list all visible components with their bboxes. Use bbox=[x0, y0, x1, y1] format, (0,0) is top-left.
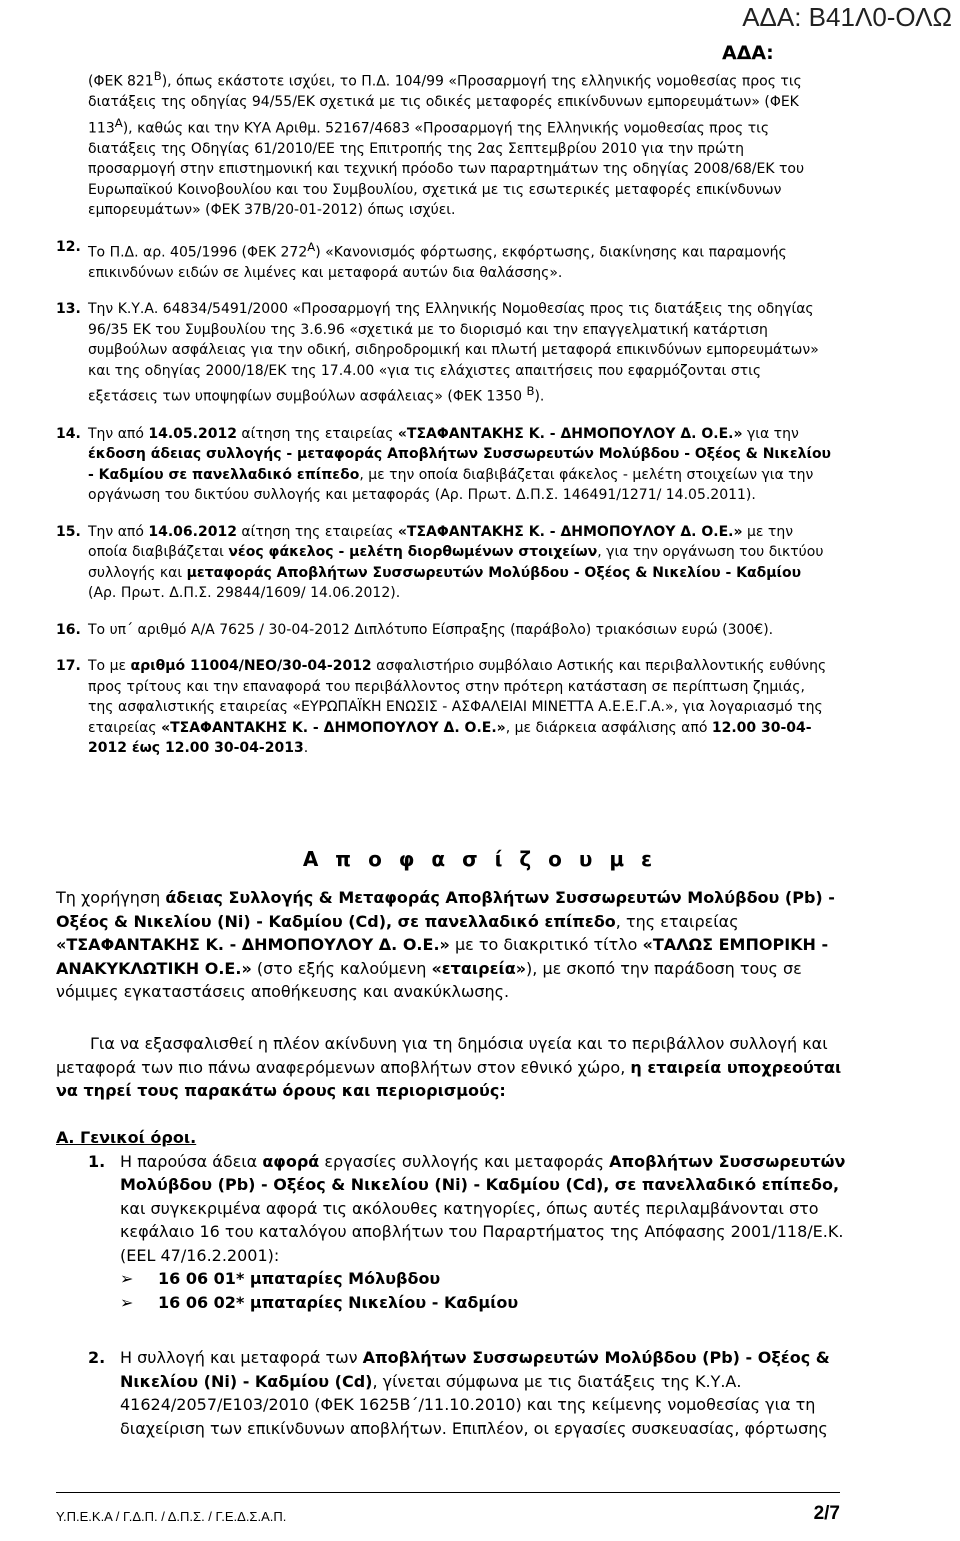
waste-code-item: 16 06 02* μπαταρίες Νικελίου - Καδμίου bbox=[158, 1292, 519, 1312]
decision-heading: Α π ο φ α σ ί ζ ο υ μ ε bbox=[302, 847, 658, 871]
item-number: 13. bbox=[56, 301, 81, 318]
company-name: «ΤΣΑΦΑΝΤΑΚΗΣ Κ. - ΔΗΜΟΠΟΥΛΟΥ Δ. Ο.Ε.» bbox=[161, 719, 506, 736]
item-15 bbox=[56, 522, 833, 604]
item-14 bbox=[56, 424, 833, 506]
item-sup: Β bbox=[526, 384, 535, 399]
intro-text-1: (ΦΕΚ 821 bbox=[88, 73, 154, 90]
decision-paragraph bbox=[56, 886, 846, 1004]
condition-text: , γίνεται σύμφωνα με τις διατάξεις της Κ.Υ.Α. 41624/2057/Ε103/2010 (ΦΕΚ 1625Β΄/11.10.2010) και της κείμενης νομοθεσίας για τη διαχείριση των επικίνδυνων αποβλήτων. Επιπλέον, οι εργασίες συσκευασίας, φόρτωσης bbox=[120, 1371, 828, 1438]
condition-text: Η συλλογή και μεταφορά των bbox=[120, 1348, 363, 1367]
company-name: «ΤΣΑΦΑΝΤΑΚΗΣ Κ. - ΔΗΜΟΠΟΥΛΟΥ Δ. Ο.Ε.» bbox=[397, 523, 743, 540]
item-text: ). bbox=[534, 389, 545, 406]
item-text: αίτηση της εταιρείας bbox=[236, 425, 398, 442]
item-text: ) «Κανονισμός φόρτωσης, εκφόρτωσης, διακίνησης και παραμονής επικινδύνων ειδών σε λιμένες και μεταφορά αυτών δια θαλάσσης». bbox=[88, 244, 787, 281]
intro-sup-1: Β bbox=[153, 69, 162, 83]
item-text: Το με bbox=[88, 658, 131, 675]
item-text: Την από bbox=[88, 523, 149, 540]
item-bold: αριθμό 11004/ΝΕΟ/30-04-2012 bbox=[130, 658, 372, 675]
condition-bold: αφορά bbox=[262, 1151, 320, 1171]
item-text: με την οποία διαβιβάζεται bbox=[88, 523, 794, 561]
item-16 bbox=[56, 620, 833, 641]
condition-text: Η παρούσα άδεια bbox=[120, 1151, 263, 1171]
safety-bold: η εταιρεία υποχρεούται να τηρεί τους παρακάτω όρους και περιορισμούς: bbox=[56, 1057, 842, 1100]
waste-code-bullet bbox=[56, 1291, 846, 1315]
condition-text: εργασίες συλλογής και μεταφοράς bbox=[319, 1151, 610, 1171]
item-number: 12. bbox=[56, 238, 81, 255]
item-text: , για την οργάνωση του δικτύου συλλογής και bbox=[88, 544, 824, 581]
item-number: 16. bbox=[56, 621, 81, 638]
item-text: Την Κ.Υ.Α. 64834/5491/2000 «Προσαρμογή της Ελληνικής Νομοθεσίας προς τις διατάξεις της οδηγίας 96/35 ΕΚ του Συμβουλίου της 3.6.96 «σχετικά με το διορισμό και την επαγγελματική κατάρτιση συμβούλων ασφάλειας για την οδική, σιδηροδρομική και πλωτή μεταφορά επικινδύνων εμπορευμάτων» και της οδηγίας 2000/18/ΕΚ της 17.4.00 «για τις ελάχιστες απαιτήσεις που εφαρμόζονται στις εξετάσεις των υποψηφίων συμβούλων ασφάλειας» (ΦΕΚ 1350 bbox=[88, 301, 819, 406]
intro-text-2: ), όπως εκάστοτε ισχύει, το Π.Δ. 104/99 «Προσαρμογή της ελληνικής νομοθεσίας προς τις διατάξεις της οδηγίας 94/55/ΕΚ σχετικά με τις οδικές μεταφορές επικίνδυνων εμπορευμάτων» (ΦΕΚ 113 bbox=[88, 73, 802, 137]
decision-text: με το διακριτικό τίτλο bbox=[449, 935, 643, 954]
section-a-title: Α. Γενικοί όροι. bbox=[56, 1128, 197, 1147]
item-text: , με την οποία διαβιβάζεται φάκελος - μελέτη στοιχείων για την οργάνωση του δικτύου συλλογής και μεταφοράς (Αρ. Πρωτ. Δ.Π.Σ. 146491/1271/ 14.05.2011). bbox=[88, 466, 814, 504]
item-text: αίτηση της εταιρείας bbox=[236, 523, 398, 540]
page-footer bbox=[56, 1492, 840, 1541]
item-13 bbox=[56, 299, 833, 407]
arrow-bullet-icon: ➢ bbox=[120, 1292, 134, 1312]
condition-number: 1. bbox=[88, 1151, 106, 1171]
ada-label: ΑΔΑ: bbox=[722, 42, 774, 64]
intro-text-3: ), καθώς και την ΚΥΑ Αριθμ. 52167/4683 «Προσαρμογή της Ελληνικής νομοθεσίας προς τις διατάξεις της Οδηγίας 61/2010/ΕΕ της Επιτροπής της 2ας Σεπτεμβρίου 2010 για την πρώτη προσαρμογή στην επιστημονική και τεχνική πρόοδο των παραρτημάτων της οδηγίας 2008/68/ΕΚ του Ευρωπαϊκού Κοινοβουλίου και του Συμβουλίου, σχετικά με τις εσωτερικές μεταφορές επικίνδυνων εμπορευμάτων» (ΦΕΚ 37Β/20-01-2012) όπως ισχύει. bbox=[88, 120, 805, 219]
item-text: . bbox=[303, 740, 309, 757]
intro-sup-2: Α bbox=[114, 115, 123, 130]
item-sup: Α bbox=[307, 239, 316, 254]
item-bold: έκδοση άδειας συλλογής - μεταφοράς Αποβλήτων Συσσωρευτών Μολύβδου - Οξέος & Νικελίου - Καδμίου σε πανελλαδικό επίπεδο bbox=[88, 446, 832, 483]
item-number: 14. bbox=[56, 425, 81, 442]
decision-text: ), με σκοπό την παράδοση τους σε νόμιμες εγκαταστάσεις αποθήκευσης και ανακύκλωσης. bbox=[56, 958, 802, 1001]
condition-text: και συγκεκριμένα αφορά τις ακόλουθες κατηγορίες, όπως αυτές περιλαμβάνονται στο κεφάλαιο 16 του καταλόγου αποβλήτων του Παραρτήματος της Απόφασης 2001/118/Ε.Κ. (ΕΕL 47/16.2.2001): bbox=[120, 1198, 844, 1265]
item-number: 17. bbox=[56, 658, 81, 675]
decision-text: , της εταιρείας bbox=[615, 911, 739, 931]
company-name: «ΤΣΑΦΑΝΤΑΚΗΣ Κ. - ΔΗΜΟΠΟΥΛΟΥ Δ. Ο.Ε.» bbox=[56, 935, 450, 954]
item-12 bbox=[56, 237, 833, 284]
decision-text: (στο εξής καλούμενη bbox=[251, 958, 432, 978]
condition-number: 2. bbox=[88, 1348, 106, 1367]
company-name: «ΤΣΑΦΑΝΤΑΚΗΣ Κ. - ΔΗΜΟΠΟΥΛΟΥ Δ. Ο.Ε.» bbox=[397, 425, 743, 442]
item-bold: μεταφοράς Αποβλήτων Συσσωρευτών Μολύβδου - Οξέος & Νικελίου - Καδμίου bbox=[186, 564, 802, 581]
item-text: για την bbox=[742, 425, 799, 442]
condition-2 bbox=[56, 1346, 846, 1440]
item-text: ασφαλιστήριο συμβόλαιο Αστικής και περιβαλλοντικής ευθύνης προς τρίτους και την επαναφορά του περιβάλλοντος στην πρότερη κατάσταση σε περίπτωση ζημιάς, της ασφαλιστικής εταιρείας «ΕΥΡΩΠΑΪΚΗ ΕΝΩΣΙΣ - ΑΣΦΑΛΕΙΑΙ ΜΙΝΕΤΤΑ Α.Ε.Ε.Γ.Α.», για λογαριασμό της εταιρείας bbox=[88, 658, 827, 736]
safety-paragraph bbox=[56, 1032, 846, 1103]
decision-bold: «εταιρεία» bbox=[431, 958, 527, 978]
item-bold: 12.00 30-04-2012 έως 12.00 30-04-2013 bbox=[88, 719, 812, 757]
item-text: Το υπ΄ αριθμό Α/Α 7625 / 30-04-2012 Διπλότυπο Είσπραξης (παράβολο) τριακόσιων ευρώ (300€). bbox=[88, 621, 774, 638]
item-text: , με διάρκεια ασφάλισης από bbox=[505, 719, 712, 736]
condition-bold: Αποβλήτων Συσσωρευτών Μολύβδου (Pb) - Οξέος & Νικελίου (Ni) - Καδμίου (Cd), σε πανελλαδικό επίπεδο, bbox=[120, 1151, 846, 1194]
item-number: 15. bbox=[56, 523, 81, 540]
item-bold: νέος φάκελος - μελέτη διορθωμένων στοιχείων bbox=[228, 544, 598, 561]
decision-text: Τη χορήγηση bbox=[56, 888, 166, 907]
item-bold: 14.05.2012 bbox=[148, 425, 237, 442]
waste-code-bullet bbox=[56, 1267, 846, 1291]
condition-1 bbox=[56, 1150, 846, 1268]
intro-paragraph bbox=[88, 66, 833, 221]
condition-bold: Αποβλήτων Συσσωρευτών Μολύβδου (Pb) - Οξέος & Νικελίου (Ni) - Καδμίου (Cd) bbox=[120, 1348, 830, 1391]
item-text: Την από bbox=[88, 425, 149, 442]
arrow-bullet-icon: ➢ bbox=[120, 1269, 134, 1288]
page-number: 2/7 bbox=[813, 1503, 840, 1524]
considerations-list bbox=[56, 66, 833, 759]
item-text: (Αρ. Πρωτ. Δ.Π.Σ. 29844/1609/ 14.06.2012). bbox=[88, 585, 401, 602]
trade-name: «ΤΑΛΩΣ ΕΜΠΟΡΙΚΗ - ΑΝΑΚΥΚΛΩΤΙΚΗ Ο.Ε.» bbox=[56, 935, 829, 978]
decision-bold: άδειας Συλλογής & Μεταφοράς Αποβλήτων Συσσωρευτών Μολύβδου (Pb) - Οξέος & Νικελίου (Ni) - Καδμίου (Cd), σε πανελλαδικό επίπεδο bbox=[56, 888, 835, 931]
section-a bbox=[56, 1126, 846, 1440]
item-17 bbox=[56, 656, 833, 759]
footer-department: Υ.Π.Ε.Κ.Α / Γ.Δ.Π. / Δ.Π.Σ. / Γ.Ε.Δ.Σ.Α.Π. bbox=[56, 1509, 287, 1524]
waste-code-item: 16 06 01* μπαταρίες Μόλυβδου bbox=[158, 1269, 441, 1288]
item-bold: 14.06.2012 bbox=[148, 523, 237, 540]
safety-text: Για να εξασφαλισθεί η πλέον ακίνδυνη για τη δημόσια υγεία και το περιβάλλον συλλογή και μεταφορά των πιο πάνω αναφερόμενων αποβλήτων στον εθνικό χώρο, bbox=[56, 1034, 828, 1077]
ada-code-header: ΑΔΑ: Β41Λ0-ΟΛΩ bbox=[742, 2, 952, 32]
item-text: Το Π.Δ. αρ. 405/1996 (ΦΕΚ 272 bbox=[88, 244, 308, 261]
